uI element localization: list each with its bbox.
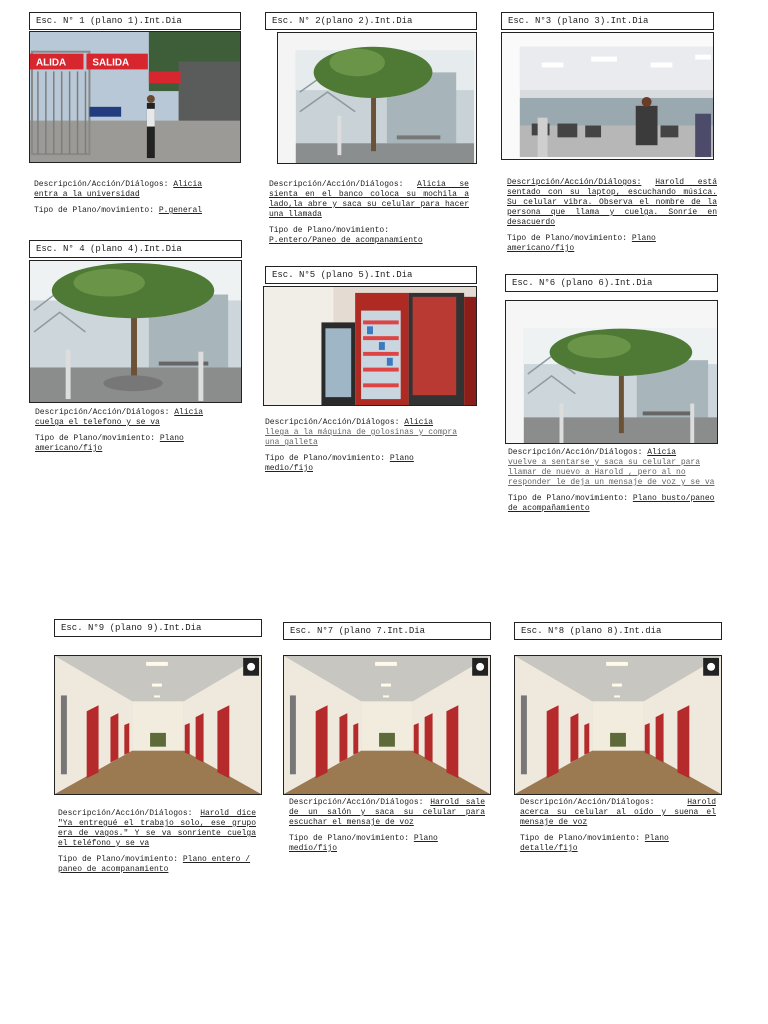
type-value: Plano medio/fijo xyxy=(289,834,438,853)
scene-image xyxy=(54,655,262,795)
accessibility-sign-icon xyxy=(247,663,255,671)
type-label: Tipo de Plano/movimiento: xyxy=(269,226,390,235)
type-value: Plano americano/fijo xyxy=(507,234,656,253)
desc-label: Descripción/Acción/Diálogos: xyxy=(507,178,642,187)
desc-label: Descripción/Acción/Diálogos: xyxy=(58,809,193,818)
desc-value: Harold sale de un salón y saca su celular para escuchar el mensaje de voz xyxy=(289,798,485,827)
desc-label: Descripción/Acción/Diálogos: xyxy=(508,448,643,457)
scene-image xyxy=(277,32,477,164)
desc-value: Alicia xyxy=(404,418,434,427)
scene-image xyxy=(283,655,491,795)
desc-value: Alicia entra a la universidad xyxy=(34,180,203,199)
scene-heading: Esc. N° 4 (plano 4).Int.Dia xyxy=(29,240,242,258)
scene-image xyxy=(505,300,718,444)
scene-heading: Esc. N° 1 (plano 1).Int.Dia xyxy=(29,12,241,30)
desc-value: Harold acerca su celular al oído y suena el mensaje de voz xyxy=(520,798,716,827)
scene-image xyxy=(501,32,714,160)
svg-text:ALIDA: ALIDA xyxy=(35,57,67,69)
type-label: Tipo de Plano/movimiento: xyxy=(507,234,628,243)
type-value: Plano busto/paneo de acompañamiento xyxy=(508,494,715,513)
desc-label: Descripción/Acción/Diálogos: xyxy=(34,180,169,189)
scene-image xyxy=(263,286,477,406)
sign-text: SALIDA xyxy=(92,57,130,69)
desc-label: Descripción/Acción/Diálogos: xyxy=(35,408,170,417)
desc-value: Alicia se sienta en el banco coloca su mochila a lado,la abre y saca su celular para hacer una llamada xyxy=(269,180,469,219)
desc-label: Descripción/Acción/Diálogos: xyxy=(269,180,404,189)
desc-label: Descripción/Acción/Diálogos: xyxy=(520,798,655,807)
scene-heading: Esc. N°8 (plano 8).Int.dia xyxy=(514,622,722,640)
type-value: Plano americano/fijo xyxy=(35,434,184,453)
scene-description xyxy=(35,408,231,460)
scene-heading: Esc. N°5 (plano 5).Int.Dia xyxy=(265,266,477,284)
scene-image xyxy=(29,260,242,403)
type-value: Plano detalle/fijo xyxy=(520,834,669,853)
scene-heading: Esc. N°3 (plano 3).Int.Dia xyxy=(501,12,714,30)
scene-image xyxy=(29,31,241,163)
desc-value: Alicia cuelga el telefono y se va xyxy=(35,408,204,427)
scene-description xyxy=(265,418,465,480)
type-label: Tipo de Plano/movimiento: xyxy=(520,834,641,843)
desc-extra: llega a la máquina de golosinas y compra una galleta xyxy=(265,428,458,447)
desc-label: Descripción/Acción/Diálogos: xyxy=(265,418,400,427)
scene-description xyxy=(289,798,485,860)
scene-image xyxy=(514,655,722,795)
desc-value: Alicia xyxy=(647,448,677,457)
type-label: Tipo de Plano/movimiento: xyxy=(35,434,156,443)
accessibility-sign-icon xyxy=(707,663,715,671)
type-value: P.general xyxy=(158,206,203,215)
scene-description xyxy=(520,798,716,860)
type-label: Tipo de Plano/movimiento: xyxy=(289,834,410,843)
type-value: Plano medio/fijo xyxy=(265,454,414,473)
desc-value: Harold dice "Ya entregué el trabajo solo, ese grupo era de vagos." Y se va sonriente cuelga el teléfono y se va xyxy=(58,809,256,848)
scene-description xyxy=(58,809,256,881)
scene-heading: Esc. N°7 (plano 7.Int.Dia xyxy=(283,622,491,640)
scene-description xyxy=(269,180,469,252)
type-label: Tipo de Plano/movimiento: xyxy=(265,454,386,463)
type-label: Tipo de Plano/movimiento: xyxy=(34,206,155,215)
scene-heading: Esc. N°9 (plano 9).Int.Dia xyxy=(54,619,262,637)
desc-extra: vuelve a sentarse y saca su celular para llamar de nuevo a Harold , pero al no responder le deja un mensaje de voz y se va xyxy=(508,458,715,487)
scene-description xyxy=(34,180,230,222)
desc-value: Harold está sentado con su laptop, escuchando música. Su celular vibra. Observa el nombre de la persona que llama y cuelga. Sonríe en desacuerdo xyxy=(507,178,717,227)
type-label: Tipo de Plano/movimiento: xyxy=(58,855,179,864)
type-label: Tipo de Plano/movimiento: xyxy=(508,494,629,503)
scene-heading: Esc. N° 2(plano 2).Int.Dia xyxy=(265,12,477,30)
desc-label: Descripción/Acción/Diálogos: xyxy=(289,798,424,807)
scene-description xyxy=(508,448,718,520)
accessibility-sign-icon xyxy=(476,663,484,671)
type-value: P.entero/Paneo de acompanamiento xyxy=(269,236,423,245)
scene-description xyxy=(507,178,717,260)
scene-heading: Esc. N°6 (plano 6).Int.Dia xyxy=(505,274,718,292)
type-value: Plano entero / paneo de acompanamiento xyxy=(58,855,251,874)
